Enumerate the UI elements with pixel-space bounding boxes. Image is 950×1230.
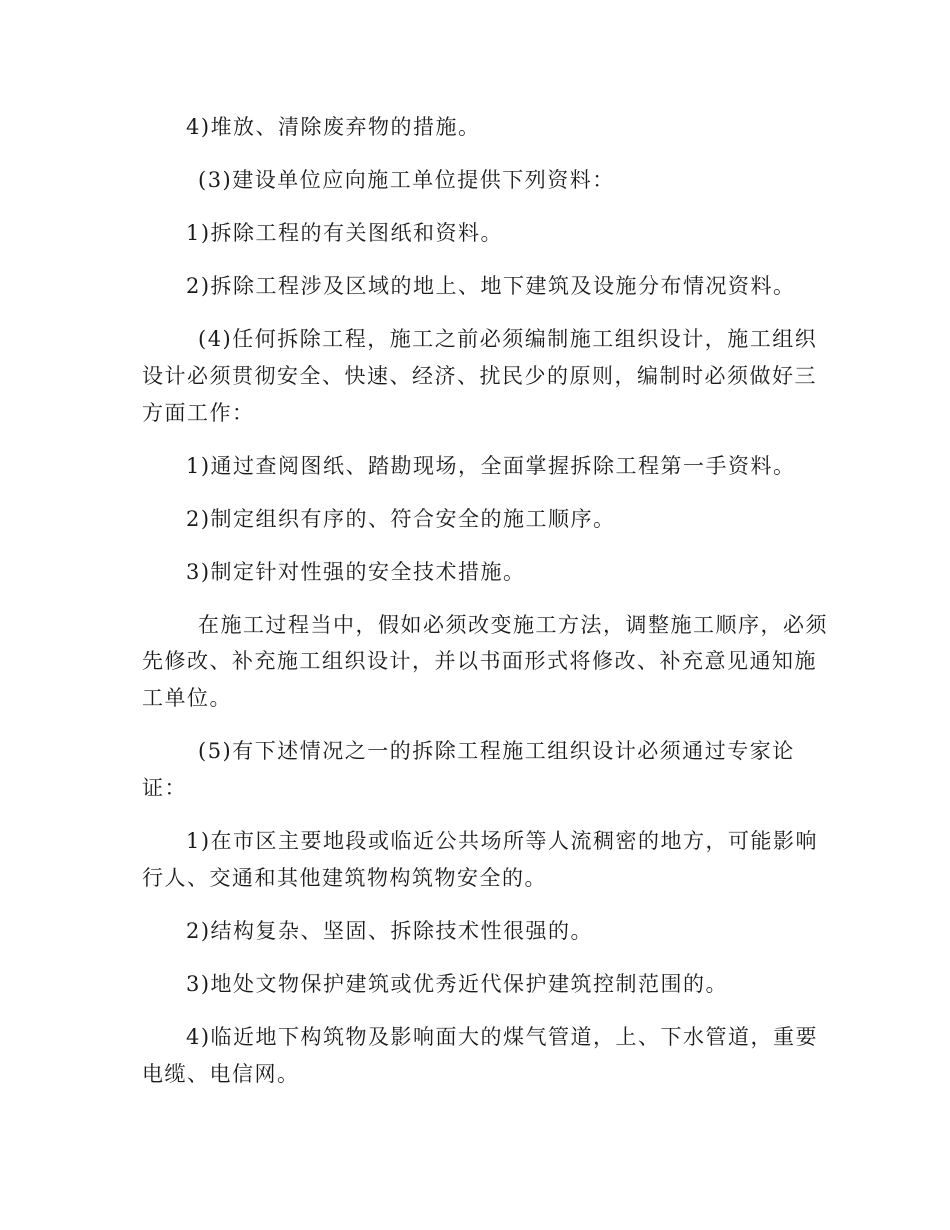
text-line: 2)拆除工程涉及区域的地上、地下建筑及设施分布情况资料。 bbox=[186, 274, 796, 298]
text-line: 方面工作： bbox=[142, 401, 255, 425]
text-line: 1)在市区主要地段或临近公共场所等人流稠密的地方，可能影响 bbox=[186, 829, 819, 853]
text-line: 工单位。 bbox=[142, 686, 232, 710]
text-line: 3)地处文物保护建筑或优秀近代保护建筑控制范围的。 bbox=[186, 972, 729, 996]
text-line: 3)制定针对性强的安全技术措施。 bbox=[186, 560, 526, 584]
text-line: (5)有下述情况之一的拆除工程施工组织设计必须通过专家论 bbox=[198, 739, 795, 763]
text-line: 1)拆除工程的有关图纸和资料。 bbox=[186, 221, 504, 245]
text-line: (4)任何拆除工程，施工之前必须编制施工组织设计，施工组织 bbox=[198, 327, 818, 351]
text-line: 先修改、补充施工组织设计，并以书面形式将修改、补充意见通知施 bbox=[142, 649, 817, 673]
text-line: 行人、交通和其他建筑物构筑物安全的。 bbox=[142, 866, 547, 890]
text-line: 证： bbox=[142, 776, 187, 800]
text-line: 在施工过程当中，假如必须改变施工方法，调整施工顺序，必须 bbox=[198, 613, 828, 637]
text-line: 设计必须贯彻安全、快速、经济、扰民少的原则，编制时必须做好三 bbox=[142, 364, 817, 388]
text-line: 2)制定组织有序的、符合安全的施工顺序。 bbox=[186, 507, 616, 531]
text-line: 2)结构复杂、坚固、拆除技术性很强的。 bbox=[186, 919, 594, 943]
text-line: 4)堆放、清除废弃物的措施。 bbox=[186, 115, 481, 139]
text-line: 1)通过查阅图纸、踏勘现场，全面掌握拆除工程第一手资料。 bbox=[186, 454, 796, 478]
text-line: (3)建设单位应向施工单位提供下列资料： bbox=[198, 168, 615, 192]
text-line: 4)临近地下构筑物及影响面大的煤气管道，上、下水管道，重要 bbox=[186, 1025, 819, 1049]
text-line: 电缆、电信网。 bbox=[142, 1062, 300, 1086]
